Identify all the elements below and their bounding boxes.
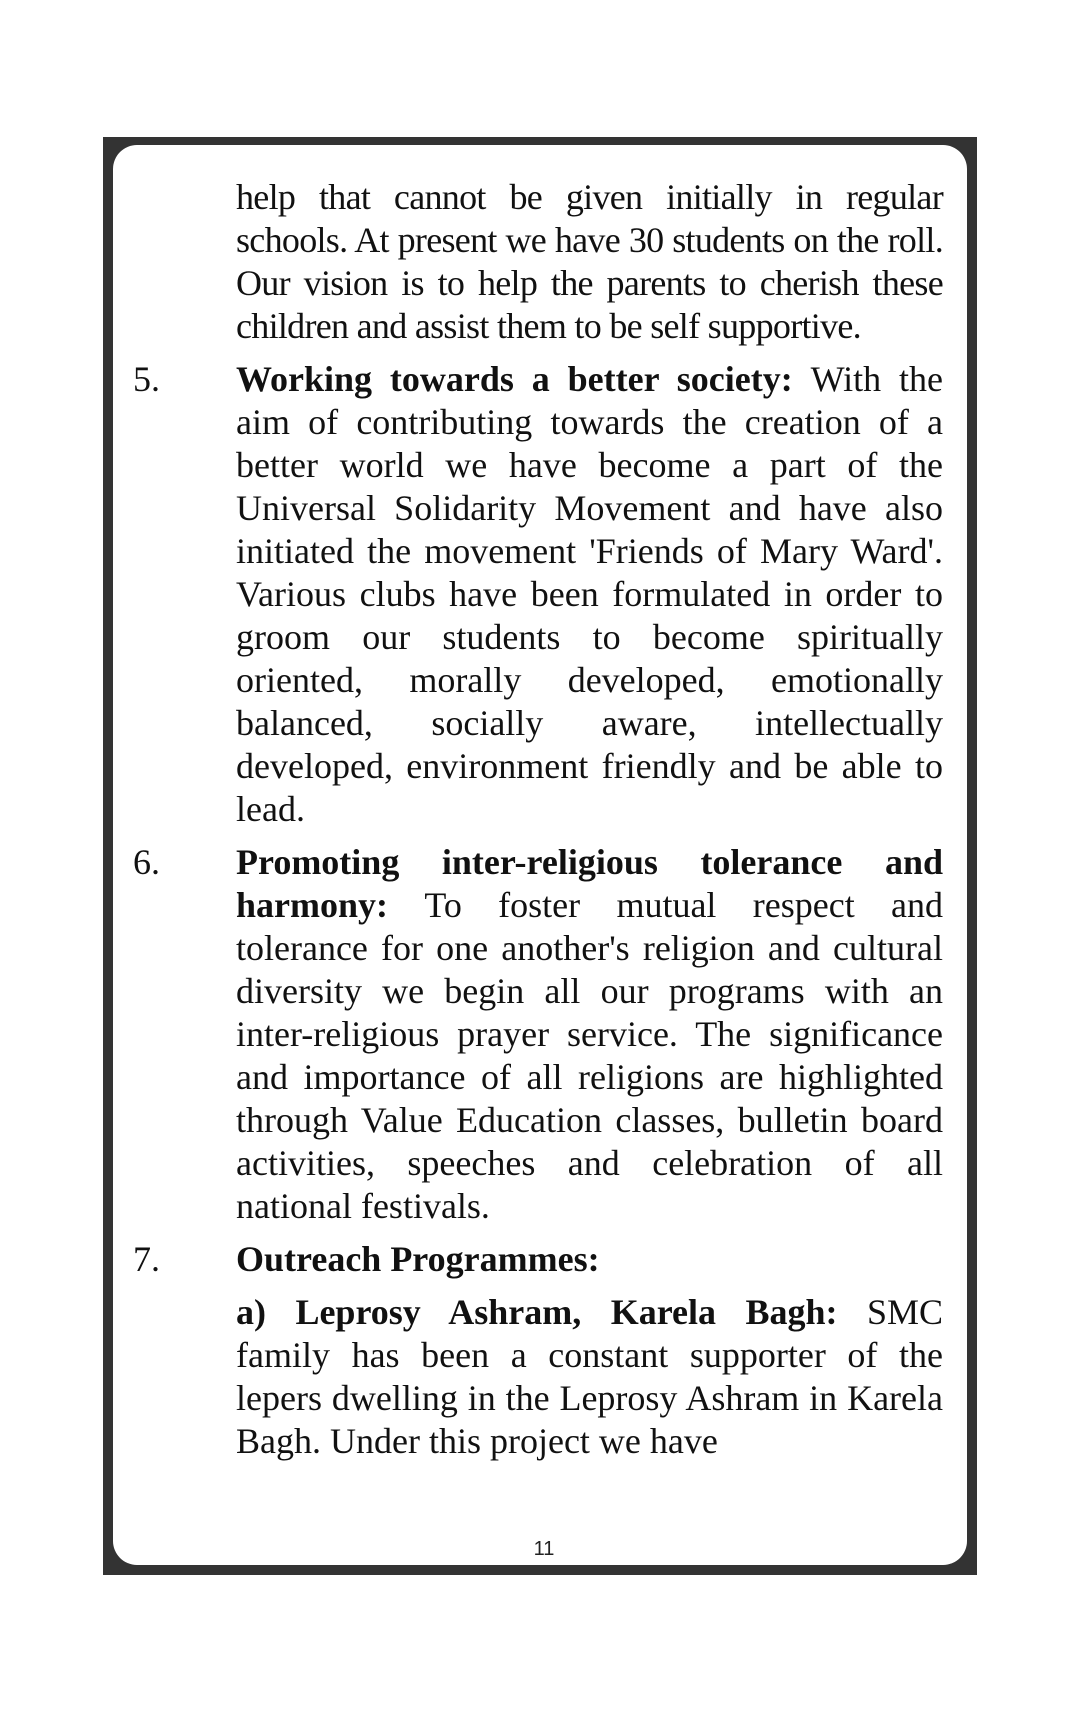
subitem-a: [236, 1291, 943, 1463]
intro-paragraph: [236, 176, 943, 348]
item-heading: Outreach Programmes:: [236, 1239, 600, 1279]
item-body: To foster mutual respect and tolerance for one another's religion and cultural diversity we begin all our programs with an inter-religious prayer service. The significance and importance of all religions are highlighted through Value Education classes, bulletin board activities, speeches and celebration of all national festivals.: [236, 885, 944, 1226]
item-text: [236, 1238, 943, 1281]
item-text: [236, 358, 943, 831]
subitem-body: SMC family has been a constant supporter of the lepers dwelling in the Leprosy Ashram in Karela Bagh. Under this project we have: [236, 1292, 943, 1461]
subitem-heading: a) Leprosy Ashram, Karela Bagh:: [236, 1292, 867, 1332]
item-heading: Working towards a better society:: [236, 359, 811, 399]
list-item-7: [133, 1238, 943, 1281]
list-item-5: [133, 358, 943, 831]
item-number: 6.: [133, 842, 160, 882]
item-heading: Promoting inter-religious tolerance and harmony:: [236, 842, 943, 925]
item-body: With the aim of contributing towards the creation of a better world we have become a part of the Universal Solidarity Movement and have also initiated the movement 'Friends of Mary Ward'. Various clubs have been formulated in order to groom our students to become spiritually oriented, morally developed, emotionally balanced, socially aware, intellectually developed, environment friendly and be able to lead.: [236, 359, 943, 829]
document-content: [133, 176, 943, 1463]
page-number: 11: [533, 1538, 555, 1560]
item-text: [236, 841, 943, 1228]
item-number: 7.: [133, 1239, 160, 1279]
list-item-6: [133, 841, 943, 1228]
item-number: 5.: [133, 359, 160, 399]
subitem-text: [236, 1291, 943, 1463]
intro-text: help that cannot be given initially in regular schools. At present we have 30 students on the roll. Our vision is to help the parents to cherish these children and assist them to be self supportive.: [236, 177, 943, 346]
